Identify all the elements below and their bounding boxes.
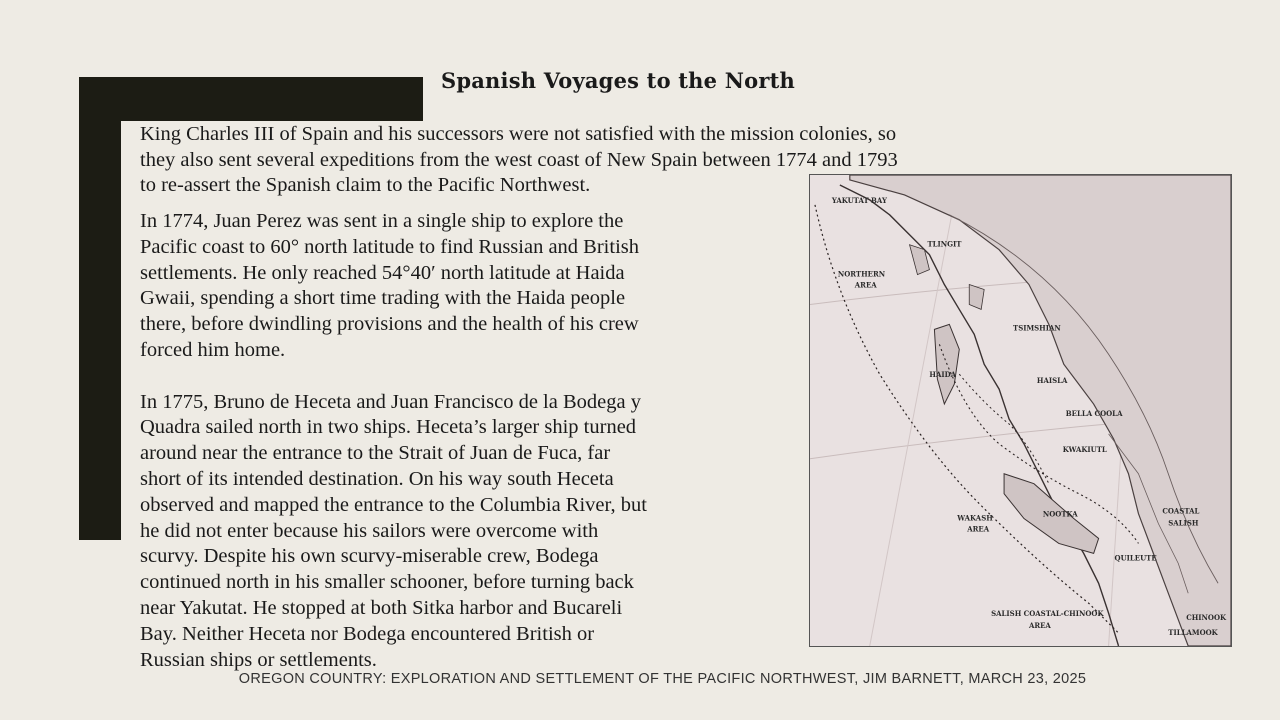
text-line: continued north in his smaller schooner, before turning back (140, 571, 634, 594)
text-line: near Yakutat. He stopped at both Sitka harbor and Bucareli (140, 596, 623, 619)
label-nootka: NOOTKA (1042, 509, 1078, 519)
label-kwakiutl: KWAKIUTL (1062, 444, 1107, 454)
text-line: scurvy. Despite his own scurvy-miserable crew, Bodega (140, 545, 599, 568)
label-haida: HAIDA (929, 370, 957, 380)
label-bella-coola: BELLA COOLA (1065, 408, 1123, 418)
paragraph-juan-perez (140, 209, 800, 364)
label-northern-area: NORTHERN (837, 269, 886, 279)
body-text (140, 209, 800, 673)
text-line: there, before dwindling provisions and the health of his crew (140, 313, 639, 336)
intro-line: they also sent several expeditions from the west coast of New Spain between 1774 and 1793 (140, 148, 898, 171)
label-salish-coastal-chinook-2: AREA (1028, 621, 1051, 631)
text-line: Gwaii, spending a short time trading with the Haida people (140, 287, 626, 310)
text-line: In 1775, Bruno de Heceta and Juan Francisco de la Bodega y (140, 390, 641, 413)
label-coastal-salish-2: SALISH (1168, 518, 1199, 528)
text-line: short of its intended destination. On his way south Heceta (140, 467, 614, 490)
text-line: Russian ships or settlements. (140, 648, 377, 671)
label-wakash-area-2: AREA (967, 524, 990, 534)
label-tlingit: TLINGIT (927, 239, 962, 249)
decorative-bracket-left (79, 77, 121, 540)
slide-title: Spanish Voyages to the North (441, 68, 795, 93)
text-line: around near the entrance to the Strait of Juan de Fuca, far (140, 442, 611, 465)
text-line: settlements. He only reached 54°40′ north latitude at Haida (140, 261, 625, 284)
intro-line: King Charles III of Spain and his successors were not satisfied with the mission colonies, so (140, 123, 897, 145)
mainland (850, 175, 1231, 646)
pacific-northwest-map (809, 174, 1232, 647)
label-coastal-salish: COASTAL (1162, 506, 1200, 516)
text-line: In 1774, Juan Perez was sent in a single ship to explore the (140, 210, 624, 232)
label-haisla: HAISLA (1036, 376, 1068, 386)
label-tillamook: TILLAMOOK (1168, 628, 1218, 638)
slide-footer: OREGON COUNTRY: EXPLORATION AND SETTLEMENT OF THE PACIFIC NORTHWEST, JIM BARNETT, MARCH 23, 2025 (238, 671, 1087, 687)
label-northern-area-2: AREA (854, 280, 877, 290)
label-salish-coastal-chinook: SALISH COASTAL-CHINOOK (991, 609, 1104, 619)
label-yakutat-bay: YAKUTAT BAY (831, 195, 887, 205)
label-quileute: QUILEUTE (1114, 553, 1157, 563)
paragraph-heceta-bodega (140, 390, 800, 674)
text-line: he did not enter because his sailors were overcome with (140, 519, 599, 542)
intro-line: to re-assert the Spanish claim to the Pacific Northwest. (140, 174, 591, 196)
map-drawing (810, 175, 1231, 646)
decorative-bracket-top (79, 77, 423, 121)
text-line: Bay. Neither Heceta nor Bodega encountered British or (140, 622, 595, 645)
text-line: forced him home. (140, 338, 286, 361)
text-line: Pacific coast to 60° north latitude to find Russian and British (140, 235, 639, 258)
text-line: observed and mapped the entrance to the Columbia River, but (140, 493, 647, 516)
island (969, 285, 984, 310)
island (910, 245, 930, 275)
text-line: Quadra sailed north in two ships. Heceta’s larger ship turned (140, 416, 637, 439)
label-chinook: CHINOOK (1186, 613, 1227, 623)
label-wakash-area: WAKASH (957, 513, 993, 523)
label-tsimshian: TSIMSHIAN (1013, 323, 1061, 333)
